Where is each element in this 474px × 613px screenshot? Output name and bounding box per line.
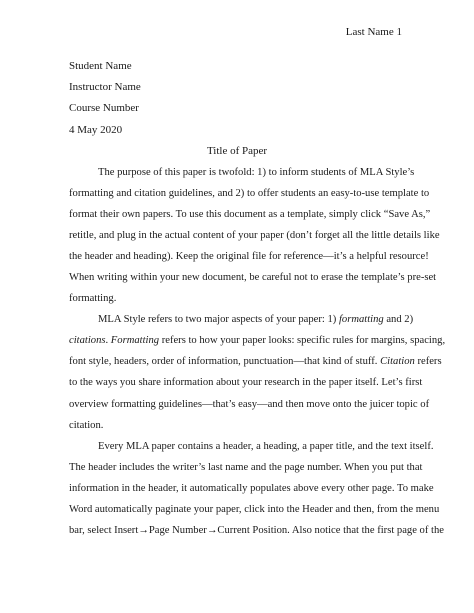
text-run: font style, headers, order of information, punctuation—that kind of stuff. (69, 356, 381, 368)
course-number: Course Number (69, 102, 139, 115)
body-line: The header includes the writer’s last name and the page number. When you put that (69, 461, 423, 473)
body-line: to the ways you share information about your research in the paper itself. Let’s first (69, 377, 423, 389)
body-line: Word automatically paginate your paper, click into the Header and then, from the menu (69, 503, 440, 515)
text-run-italic: Citation (380, 356, 415, 368)
text-run-italic: formatting (338, 314, 384, 326)
mla-heading (69, 56, 409, 141)
body-line: bar, select Insert→Page Number→Current Position. Also notice that the first page of the (69, 524, 444, 536)
text-run: . (105, 335, 111, 347)
body-line: The purpose of this paper is twofold: 1) to inform students of MLA Style’s (98, 167, 415, 178)
running-head: Last Name 1 (345, 26, 402, 38)
body-line: formatting and citation guidelines, and 2) to offer students an easy-to-use template to (69, 188, 430, 200)
text-run: refers (414, 356, 442, 368)
body-line: format their own papers. To use this document as a template, simply click “Save As,” (69, 209, 431, 221)
body-line (69, 351, 442, 372)
text-run-italic: Formatting (110, 335, 160, 347)
body-line (69, 309, 414, 330)
body-line: the header and heading). Keep the original file for reference—it’s a helpful resource! (69, 251, 429, 263)
body-line: overview formatting guidelines—that’s easy—and then move onto the juicer topic of (69, 398, 430, 410)
date: 4 May 2020 (69, 123, 123, 136)
paper-title: Title of Paper (206, 145, 268, 157)
text-run-italic: citations (69, 335, 106, 347)
text-run: refers to how your paper looks: specific rules for margins, spacing, (159, 335, 446, 347)
student-name: Student Name (69, 60, 132, 72)
instructor-name: Instructor Name (69, 81, 141, 94)
text-run: MLA Style refers to two major aspects of your paper: 1) (98, 314, 339, 326)
body-line: Every MLA paper contains a header, a heading, a paper title, and the text itself. (98, 440, 434, 452)
text-run: and 2) (383, 314, 414, 326)
body-line: information in the header, it automatically populates above every other page. To make (69, 482, 434, 494)
body-text (69, 162, 446, 541)
body-line (69, 330, 446, 351)
body-line: retitle, and plug in the actual content of your paper (don’t forget all the little details like (69, 230, 440, 242)
body-line: formatting. (69, 293, 117, 305)
body-line: When writing within your new document, be careful not to erase the template’s pre-set (69, 272, 437, 284)
body-line: citation. (69, 419, 104, 431)
